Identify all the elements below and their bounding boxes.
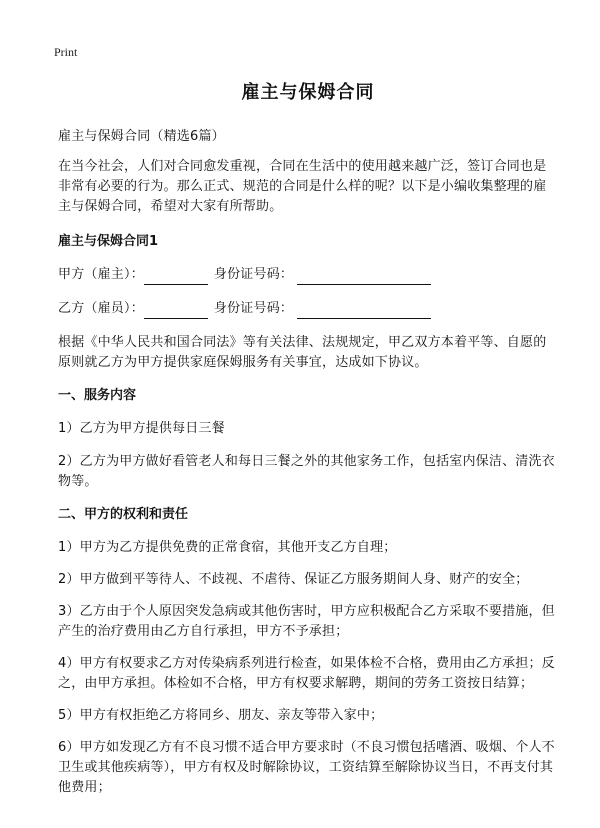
list-item: 2）甲方做到平等待人、不歧视、不虐待、保证乙方服务期间人身、财产的安全；	[58, 572, 529, 587]
list-item: 3）乙方由于个人原因突发急病或其他伤害时，甲方应积极配合乙方采取不要措施，但产生的治疗费用由乙方自行承担，甲方不予承担；	[58, 604, 555, 639]
intro-paragraph: 在当今社会，人们对合同愈发重视，合同在生活中的使用越来越广泛，签订合同也是非常有必要的行为。那么正式、规范的合同是什么样的呢？以下是小编收集整理的雇主与保姆合同，希望对大家有所帮助。	[58, 159, 547, 214]
party-b-line	[58, 299, 558, 319]
party-a-name-blank	[144, 270, 208, 285]
list-item: 1）甲方为乙方提供免费的正常食宿，其他开支乙方自理；	[58, 540, 397, 555]
print-link[interactable]: Print	[54, 45, 78, 59]
document-page	[58, 80, 558, 810]
party-b-id-label: 身份证号码：	[213, 301, 294, 316]
party-a-line	[58, 265, 558, 285]
party-a-id-blank	[297, 270, 431, 285]
list-item: 6）甲方如发现乙方有不良习惯不适合甲方要求时（不良习惯包括嗜酒、吸烟、个人不卫生或其他疾病等），甲方有权及时解除协议，工资结算至解除协议当日，不再支付其他费用；	[58, 740, 555, 795]
list-item: 4）甲方有权要求乙方对传染病系列进行检查，如果体检不合格，费用由乙方承担；反之，由甲方承担。体检如不合格，甲方有权要求解聘，期间的劳务工资按日结算；	[58, 656, 555, 691]
preamble-paragraph: 根据《中华人民共和国合同法》等有关法律、法规规定，甲乙双方本着平等、自愿的原则就乙方为甲方提供家庭保姆服务有关事宜，达成如下协议。	[58, 335, 547, 370]
document-subtitle: 雇主与保姆合同（精选6篇）	[58, 129, 225, 144]
party-b-label: 乙方（雇员）：	[58, 301, 144, 316]
list-item: 1）乙方为甲方提供每日三餐	[58, 421, 225, 436]
list-item: 5）甲方有权拒绝乙方将同乡、朋友、亲友等带入家中；	[58, 708, 384, 723]
contract-heading: 雇主与保姆合同1	[58, 234, 159, 249]
section-heading-rights: 二、甲方的权利和责任	[58, 507, 189, 522]
section-heading-services: 一、服务内容	[58, 388, 137, 403]
party-a-id-label: 身份证号码：	[213, 267, 294, 282]
party-b-name-blank	[144, 304, 208, 319]
list-item: 2）乙方为甲方做好看管老人和每日三餐之外的其他家务工作，包括室内保洁、清洗衣物等。	[58, 454, 555, 489]
party-a-label: 甲方（雇主）：	[58, 267, 144, 282]
page-title: 雇主与保姆合同	[241, 82, 375, 103]
party-b-id-blank	[297, 304, 431, 319]
